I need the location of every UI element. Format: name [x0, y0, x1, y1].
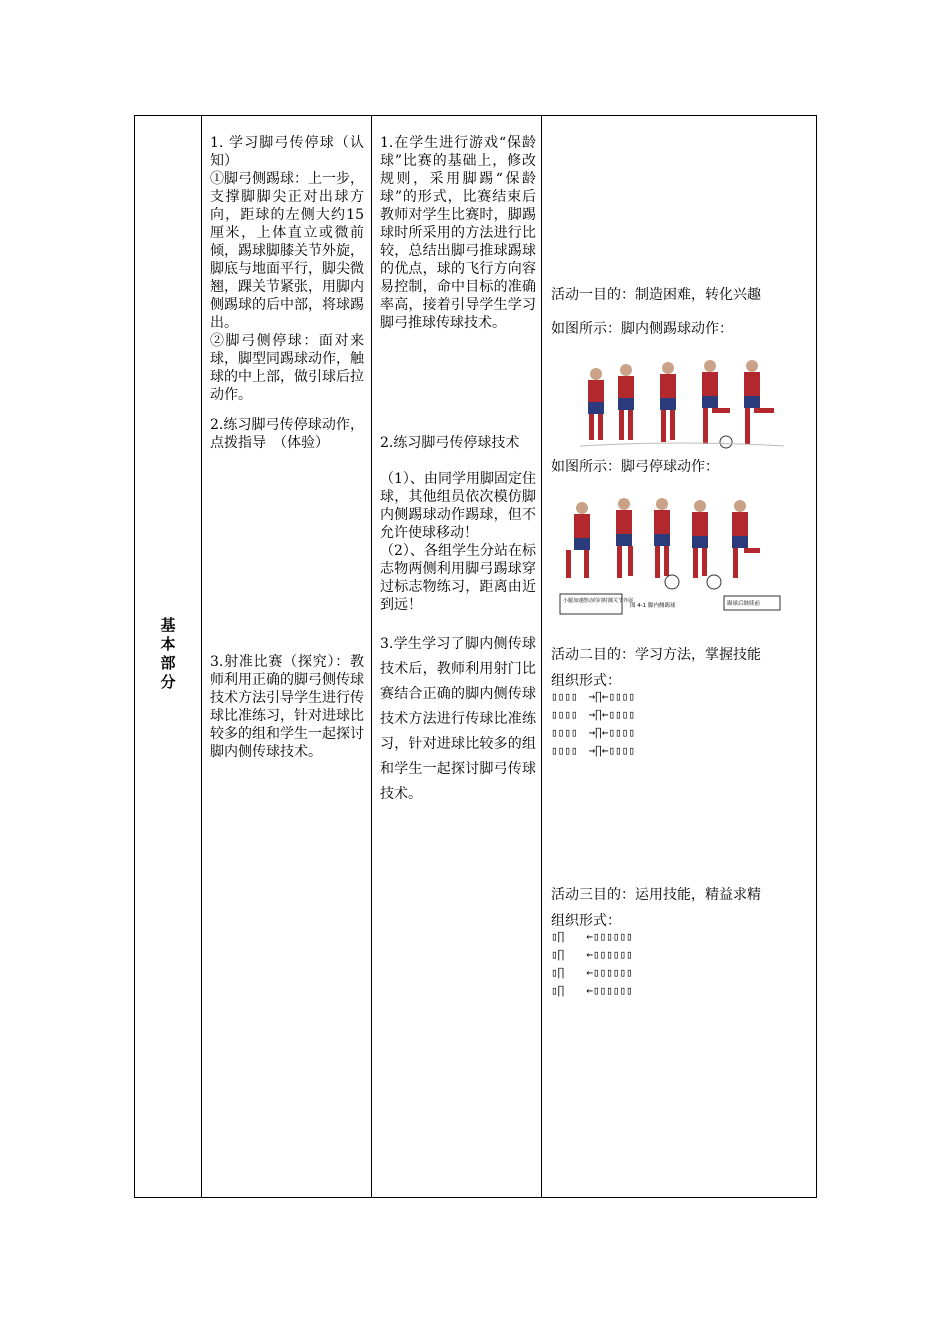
student-activity-column [372, 116, 542, 1198]
org-2-row-4: ▯▯▯▯ →∏←▯▯▯▯ [551, 744, 635, 757]
teacher-activity-column [202, 116, 372, 1198]
org-3-row-1: ▯∏ ←▯▯▯▯▯▯ [551, 930, 633, 943]
kick-sequence-figure [576, 356, 788, 452]
student-item-2-title: 2.练习脚弓传停球技术 [380, 435, 520, 451]
org-2-row-2: ▯▯▯▯ →∏←▯▯▯▯ [551, 708, 635, 721]
stop-player-5 [732, 500, 760, 578]
teach-item-1-kick: ①脚弓侧踢球：上一步，支撑脚脚尖正对出球方向，距球的左侧大约15厘米，上体直立或微前倾，踢球脚膝关节外旋，脚底与地面平行，脚尖微翘，踝关节紧张，用脚内侧踢球的后中部，将球踢出。 [210, 171, 364, 331]
teach-item-1-title: 1. 学习脚弓传停球（认知） [210, 135, 364, 169]
stop-player-2 [616, 498, 633, 578]
kick-player-5 [744, 360, 774, 444]
org-3-row-2: ▯∏ ←▯▯▯▯▯▯ [551, 948, 633, 961]
fig-2-label-right: 踢球后继续前 [727, 601, 761, 607]
student-item-2-p1: （1）、由同学用脚固定住球，其他组员依次模仿脚内侧踢球动作踢球，但不允许使球移动！ [380, 471, 536, 541]
student-item-2-p2: （2）、各组学生分站在标志物两侧利用脚弓踢球穿过标志物练习，距离由近到远！ [380, 543, 536, 613]
stop-ball-1 [665, 575, 679, 589]
section-label-cell [135, 116, 202, 1198]
kick-player-1 [588, 368, 604, 440]
kick-player-3 [660, 362, 676, 442]
lesson-table [134, 115, 817, 1198]
stop-player-1 [566, 502, 590, 578]
kick-player-2 [618, 364, 634, 440]
stop-ball-2 [707, 575, 721, 589]
fig-2-label-left: 小腿加速摆动的同时踝关节外展 [563, 598, 634, 604]
ground-shadow [580, 443, 784, 446]
fig-2-label-box-left [560, 594, 622, 614]
org-2-row-1: ▯▯▯▯ →∏←▯▯▯▯ [551, 690, 635, 703]
org-3-title: 组织形式： [551, 913, 621, 929]
fig-1-caption: 如图所示：脚内侧踢球动作： [551, 321, 733, 337]
objectives-column [542, 116, 817, 1198]
activity-1-objective: 活动一目的：制造困难，转化兴趣 [551, 287, 761, 303]
org-3-row-4: ▯∏ ←▯▯▯▯▯▯ [551, 984, 633, 997]
teach-item-2: 2.练习脚弓传停球动作，点拨指导 （体验） [210, 417, 364, 451]
stop-player-3 [654, 498, 670, 578]
org-3-row-3: ▯∏ ←▯▯▯▯▯▯ [551, 966, 633, 979]
activity-2-objective: 活动二目的：学习方法，掌握技能 [551, 647, 761, 663]
fig-2-caption: 如图所示：脚弓停球动作： [551, 459, 719, 475]
stop-sequence-figure [558, 492, 784, 616]
student-item-3: 3.学生学习了脚内侧传球技术后，教师利用射门比赛结合正确的脚内侧传球技术方法进行传球比准练习，针对进球比较多的组和学生一起探讨脚弓传球技术。 [380, 636, 536, 802]
kick-ball [720, 436, 732, 448]
org-2-title: 组织形式： [551, 673, 621, 689]
student-item-1: 1.在学生进行游戏“保龄球”比赛的基础上，修改规则，采用脚踢“保龄球”的形式，比赛结束后教师对学生比赛时，脚踢球时所采用的方法进行比较，总结出脚弓推球踢球的优点，球的飞行方向容易控制，命中目标的准确率高，接着引导学生学习脚弓推球传球技术。 [380, 135, 536, 331]
teach-item-3: 3.射准比赛（探究）：教师利用正确的脚弓侧传球技术方法引导学生进行传球比准练习，针对进球比较多的组和学生一起探讨脚内侧传球技术。 [210, 654, 364, 760]
kick-player-4 [702, 360, 730, 444]
section-label: 基本部分 [158, 616, 177, 693]
org-2-row-3: ▯▯▯▯ →∏←▯▯▯▯ [551, 726, 635, 739]
teach-item-1-stop: ②脚弓侧停球：面对来球，脚型同踢球动作，触球的中上部，做引球后拉动作。 [210, 333, 364, 403]
activity-3-objective: 活动三目的：运用技能，精益求精 [551, 887, 761, 903]
fig-2-label-mid: 图 4-1 脚内侧踢球 [630, 603, 676, 609]
stop-player-4 [692, 500, 708, 578]
